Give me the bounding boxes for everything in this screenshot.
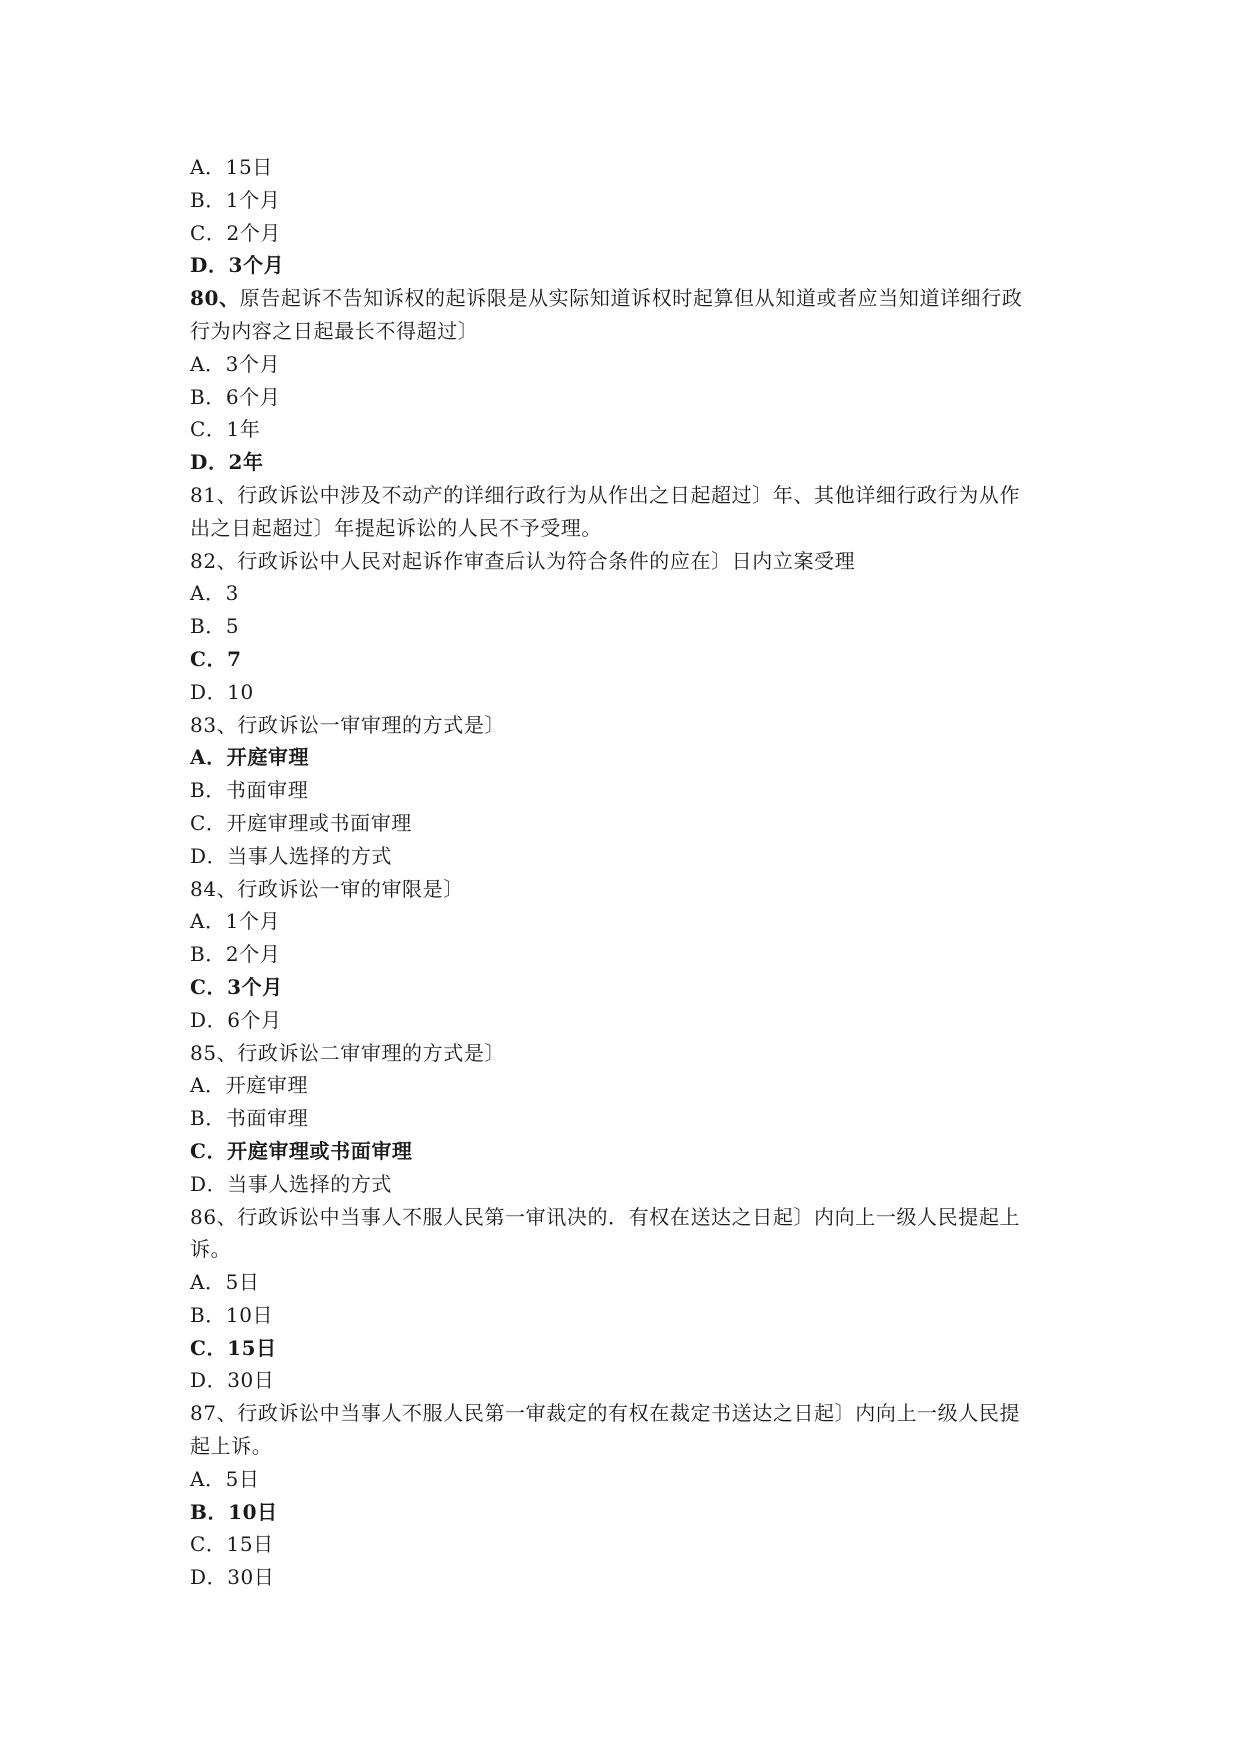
text-line: 83、行政诉讼一审审理的方式是〕 [190,712,506,737]
text-line: A．3 [190,581,239,606]
text-line: B．1个月 [190,187,281,212]
text-line [190,282,1060,315]
text-line: D．2年 [190,450,264,475]
text-line: 84、行政诉讼一审的审限是〕 [190,876,464,901]
text-line: C．开庭审理或书面审理 [190,810,412,835]
text-line: D．当事人选择的方式 [190,843,393,868]
text-line: D．30日 [190,1565,275,1590]
text-line: A．开庭审理 [190,745,310,770]
text-line: 81、行政诉讼中涉及不动产的详细行政行为从作出之日起超过〕年、其他详细行政行为从作 [190,482,1021,507]
question-text: 原告起诉不告知诉权的起诉限是从实际知道诉权时起算但从知道或者应当知道详细行政 [239,286,1023,311]
text-line: C．1年 [190,417,261,442]
text-line: A．5日 [190,1270,260,1295]
text-line: 诉。 [190,1237,232,1262]
text-line: 86、行政诉讼中当事人不服人民第一审讯决的．有权在送达之日起〕内向上一级人民提起上 [190,1204,1021,1229]
text-line: B．10日 [190,1302,274,1327]
text-line: C．15日 [190,1335,277,1360]
text-line: 87、行政诉讼中当事人不服人民第一审裁定的有权在裁定书送达之日起〕内向上一级人民提 [190,1401,1021,1426]
text-line: A．15日 [190,155,273,179]
text-line: B．2个月 [190,942,281,967]
text-line: D．10 [190,679,254,704]
text-line: C．3个月 [190,974,283,999]
text-line: B．书面审理 [190,1106,309,1131]
text-line: D．3个月 [190,253,285,278]
text-line: A．3个月 [190,351,281,376]
text-line: B．10日 [190,1499,278,1524]
text-line: D．6个月 [190,1007,282,1032]
text-line: A．开庭审理 [190,1073,309,1098]
text-line: C．15日 [190,1532,274,1557]
text-line: D．当事人选择的方式 [190,1171,393,1196]
text-line: C．2个月 [190,220,282,245]
question-number: 80、 [190,286,240,311]
text-line: 82、行政诉讼中人民对起诉作审查后认为符合条件的应在〕日内立案受理 [190,548,856,573]
text-line: B．5 [190,614,240,639]
text-line: 85、行政诉讼二审审理的方式是〕 [190,1040,506,1065]
text-line: 行为内容之日起最长不得超过〕 [190,318,479,343]
text-line: D．30日 [190,1368,275,1393]
text-line: 出之日起超过〕年提起诉讼的人民不予受理。 [190,515,602,540]
text-line: A．1个月 [190,909,281,934]
text-line: 起上诉。 [190,1434,273,1459]
text-line: B．书面审理 [190,778,309,803]
text-line: C．7 [190,646,242,671]
document-body [190,151,1060,1594]
text-line: C．开庭审理或书面审理 [190,1138,413,1163]
text-line: A．5日 [190,1466,260,1491]
text-line: B．6个月 [190,384,281,409]
